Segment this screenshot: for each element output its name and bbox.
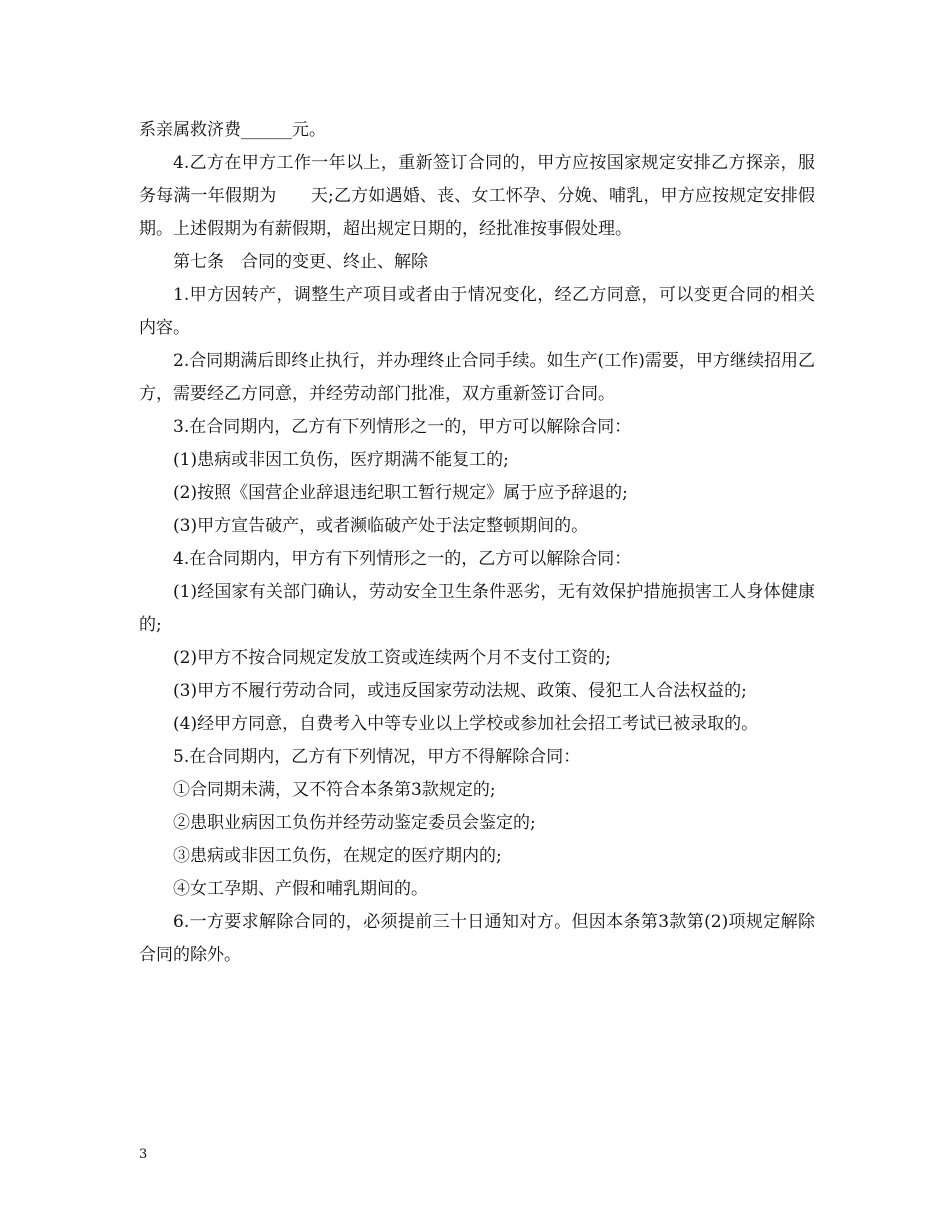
list-item: (1)患病或非因工负伤，医疗期满不能复工的; xyxy=(173,450,509,470)
paragraph-notice-period: 6.一方要求解除合同的，必须提前三十日通知对方。但因本条第3款第(2)项规定解除合同的除外。 xyxy=(139,912,815,965)
list-item: (2)甲方不按合同规定发放工资或连续两个月不支付工资的; xyxy=(173,648,611,668)
list-item: ①合同期未满，又不符合本条第3款规定的; xyxy=(173,780,496,800)
paragraph-contract-expiry: 2.合同期满后即终止执行，并办理终止合同手续。如生产(工作)需要，甲方继续招用乙方，需要经乙方同意，并经劳动部门批准，双方重新签订合同。 xyxy=(139,351,815,404)
list-item: (4)经甲方同意，自费考入中等专业以上学校或参加社会招工考试已被录取的。 xyxy=(173,714,759,734)
list-item: ④女工孕期、产假和哺乳期间的。 xyxy=(173,879,428,899)
list-item: (1)经国家有关部门确认，劳动安全卫生条件恶劣，无有效保护措施损害工人身体健康的; xyxy=(139,582,815,635)
list-item: (3)甲方宣告破产，或者濒临破产处于法定整顿期间的。 xyxy=(173,516,589,536)
paragraph-contract-change: 1.甲方因转产，调整生产项目或者由于情况变化，经乙方同意，可以变更合同的相关内容。 xyxy=(139,285,815,338)
article-7-heading: 第七条 合同的变更、终止、解除 xyxy=(173,252,428,272)
paragraph-employer-termination: 3.在合同期内，乙方有下列情形之一的，甲方可以解除合同： xyxy=(173,417,632,437)
document-body xyxy=(139,114,815,972)
list-item: (2)按照《国营企业辞退违纪职工暂行规定》属于应予辞退的; xyxy=(173,483,628,503)
paragraph-no-termination: 5.在合同期内，乙方有下列情况，甲方不得解除合同： xyxy=(173,747,581,767)
list-item: (3)甲方不履行劳动合同，或违反国家劳动法规、政策、侵犯工人合法权益的; xyxy=(173,681,747,701)
paragraph-home-leave: 4.乙方在甲方工作一年以上，重新签订合同的，甲方应按国家规定安排乙方探亲，服务每满一年假期为 天;乙方如遇婚、丧、女工怀孕、分娩、哺乳，甲方应按规定安排假期。上述假期为有薪假期，超出规定日期的，经批准按事假处理。 xyxy=(139,153,815,239)
list-item: ③患病或非因工负伤，在规定的医疗期内的; xyxy=(173,846,502,866)
page-number: 3 xyxy=(139,1147,148,1162)
list-item: ②患职业病因工负伤并经劳动鉴定委员会鉴定的; xyxy=(173,813,536,833)
paragraph-relief-fee: 系亲属救济费______元。 xyxy=(139,120,326,140)
paragraph-employee-termination: 4.在合同期内，甲方有下列情形之一的，乙方可以解除合同： xyxy=(173,549,632,569)
